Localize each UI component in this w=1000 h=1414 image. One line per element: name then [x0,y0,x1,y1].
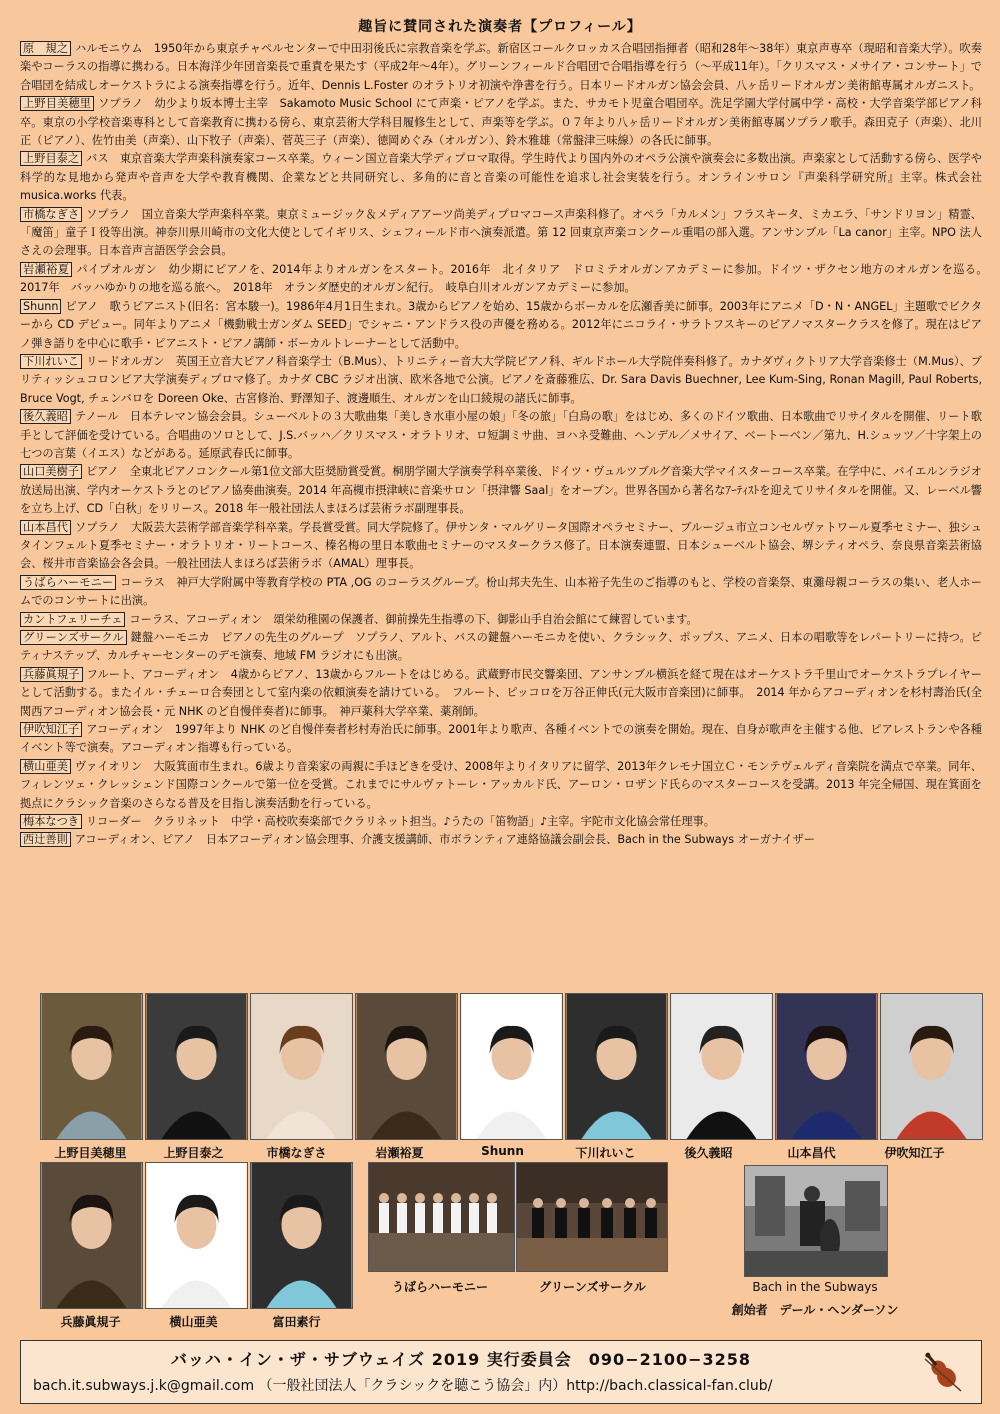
performer-caption: 山本昌代 [787,1146,836,1160]
profile-name: 山本昌代 [20,520,71,535]
performer-caption: 後久義昭 [684,1146,733,1160]
profile-text: コーラス 神戸大学附属中等教育学校の PTA ,OG のコーラスグループ。枌山邦夫先生、山本裕子先生のご指導のもと、学校の音楽祭、東灘母親コーラスの集い、老人ホームでのコンサートに出演。 [20,575,982,608]
profile-text: ソプラノ 国立音楽大学声楽科卒業。東京ミュージック＆メディアアーツ尚美ディプロマコース声楽科修了。オペラ「カルメン」フラスキータ、ミカエラ、「サンドリヨン」精霊、「魔笛」童子Ｉ役等出演。神奈川県川崎市の文化大使としてイギリス、シェフィールド市へ演奏派遣。第 12 回東京声楽コンクール重唱の部入選。アンサンブル「La canor」主宰。NPO 法人さえの会理事。日本音声言語医学会会員。 [20,207,982,258]
performer-caption: 兵藤眞規子 [60,1315,121,1329]
profile-entry [20,519,982,574]
profile-text: アコーディオン 1997年より NHK のど自慢伴奏者杉村寿治氏に師事。2001年より歌声、各種イベントでの演奏を開始。現在、自身が歌声を主催する他、ピアレストランや各種イベント等で演奏。アコーディオン指導も行っている。 [20,723,982,755]
profile-entry [20,611,982,629]
performer-photo [775,993,878,1140]
footer-committee-phone: バッハ・イン・ザ・サブウェイズ 2019 実行委員会 090−2100−3258 [170,1350,752,1369]
profile-entry [20,150,982,205]
profile-name: 市橋なぎさ [20,207,82,222]
profile-entry [20,831,982,849]
bach-subways-photo [744,1165,888,1277]
profile-entry [20,574,982,611]
performer-photo [145,1162,248,1309]
profile-name: 下川れいこ [20,354,82,369]
profile-name: 岩瀬裕夏 [20,262,72,277]
profile-list [20,40,994,850]
profile-text: リードオルガン 英国王立音大ピアノ科音楽学士（B.Mus）、トリニティー音大大学院ピアノ科、ギルドホール大学院伴奏科修了。カナダヴィクトリア大学音楽修士（M.Mus）、ブリティッシュコロンビア大学演奏ディプロマ修了。カナダ CBC ラジオ出演、欧米各地で公演。ピアノを斎藤雅広、Dr. Sara Davis Buechner, Lee Kum-Sing, Ronan Magill, Paul Roberts, Bruce Vogt, チェンバロを Doreen Oke、古宮修治、野澤知子、渡邊順生、オルガンを山口綾規の諸氏に師事。 [20,354,982,405]
profile-entry [20,261,994,298]
profile-text: アコーディオン、ピアノ 日本アコーディオン協会理事、介護支援講師、市ボランティア連絡協議会副会長、Bach in the Subways オーガナイザー [74,833,815,847]
profile-entry [20,40,982,95]
profile-name: 上野目美穂里 [20,96,94,111]
performer-photo [250,993,353,1140]
profile-entry [20,463,982,518]
profile-entry [20,353,982,408]
profile-name: 山口美樹子 [20,464,82,479]
performer-photo [355,993,458,1140]
performer-photo [565,993,668,1140]
performer-caption: Shunn [481,1144,524,1158]
profile-entry [20,95,982,150]
founder-caption: 創始者 デール・ヘンダーソン [731,1303,899,1317]
group-photo-ubara [368,1162,515,1272]
profile-text: テノール 日本テレマン協会会員。シューベルトの３大歌曲集「美しき水車小屋の娘」「冬の旅」「白鳥の歌」をはじめ、多くのドイツ歌曲、日本歌曲でリサイタルを開催、リート歌手として評価を受けている。合唱曲のソロとして、J.S.バッハ／クリスマス・オラトリオ、ロ短調ミサ曲、ヨハネ受難曲、ヘンデル／メサイア、ベートーベン／第九、H.シュッツ／十字架上の七つの言葉（イエス）などがある。延原武春氏に師事。 [20,410,982,460]
profile-entry [20,408,982,463]
performer-caption: 富田素行 [272,1315,321,1329]
profile-entry [20,666,982,721]
profile-entry [20,721,982,758]
profile-name: 原 規之 [20,41,71,56]
profile-text: コーラス、アコーディオン 頌栄幼稚園の保護者、御前操先生指導の下、御影山手自治会館にて練習しています。 [129,612,698,626]
performer-caption: 市橋なぎさ [266,1146,327,1160]
profile-text: リコーダー クラリネット 中学・高校吹奏楽部でクラリネット担当。♪うたの「笛物語」♪主宰。宇陀市文化協会常任理事。 [85,815,715,829]
profile-name: グリーンズサークル [20,630,127,645]
profile-text: ピアノ 全東北ピアノコンクール第1位文部大臣奨励賞受賞。桐朋学園大学演奏学科卒業後、ドイツ・ヴュルツブルグ音楽大学マイスターコース卒業。在学中に、バイエルンラジオ放送局出演、学内オーケストラとのピアノ協奏曲演奏。2014 年高槻市摂津峡に音楽サロン「摂津響 Saal」をオープン。世界各国から著名なｱｰﾃｨｽﾄを迎えてリサイタルを開催。又、レーベル響を立ち上げ、CD「白秋」をリリース。2018 年一般社団法人まほろば芸術ラボ副理事長。 [20,465,982,516]
profile-name: 後久義昭 [20,409,71,424]
profile-text: ヴァイオリン 大阪箕面市生まれ。6歳より音楽家の両親に手ほどきを受け、2008年よりイタリアに留学、2013年クレモナ国立Ｃ・モンテヴェルディ音楽院を満点で卒業。同年、フィレンツェ・クレッシェンド国際コンクールで第一位を受賞。これまでにサルヴァトーレ・アッカルド氏、アーロン・ロザンド氏らのマスターコースを受講。2013 年完全帰国、現在箕面を拠点にクラシック音楽のさらなる普及を目指し演奏活動を行っている。 [20,759,982,810]
profile-name: カントフェリーチェ [20,612,125,627]
profile-entry [20,298,982,353]
profile-name: 兵藤眞規子 [20,667,83,682]
profile-text: パイプオルガン 幼少期にピアノを、2014年よりオルガンをスタート。2016年 北イタリア ドロミテオルガンアカデミーに参加。ドイツ・ザクセン地方のオルガンを巡る。 2017年 バッハゆかりの地を巡る旅へ。 2018年 オランダ歴史的オルガン紀行。 岐阜白川オルガンアカデミーに参加。 [20,262,994,295]
photo-row-1 [40,993,983,1140]
profile-text: ピアノ 歌うピアニスト(旧名：宮本駿一)。1986年4月1日生まれ。3歳からピアノを始め、15歳からボーカルを広瀬香美に師事。2003年にアニメ「D・N・ANGEL」主題歌でビクターから CD デビュー。同年よりアニメ「機動戦士ガンダム SEED」でシャニ・アンドラス役の声優を務める。2012年にニコライ・サラトフスキーのピアノマスタークラスを修了。現在はピアノ弾き語りを中心に歌手・ピアニスト・ピアノ講師・ボーカルトレーナーとして活動中。 [20,299,982,350]
performer-photo [40,1162,143,1309]
profile-text: ソプラノ 大阪芸大芸術学部音楽学科卒業。学長賞受賞。同大学院修了。伊サンタ・マルゲリータ国際オペラセミナー、ブルージュ市立コンセルヴァトワール夏季セミナー、独シュタインフェルト夏季セミナー・オラトリオ・リートコース、榛名梅の里日本歌曲セミナーのマスタークラス修了。日本演奏連盟、日本シューベルト協会、堺シティオペラ、奈良県音楽芸術協会、桜井市音楽協会各会員。一般社団法人まほろば芸術ラボ（AMAL）理事長。 [20,520,982,571]
bach-caption: Bach in the Subways [752,1280,878,1294]
profile-name: 梅本なつき [20,814,82,829]
profile-text: フルート、アコーディオン 4歳からピアノ、13歳からフルートをはじめる。武蔵野市民交響楽団、アンサンブル横浜を経て現在はオーケストラ千里山でオーケストラプレイヤーとして活動する。またイル・チェーロ合奏団として室内楽の依頼演奏を請けている。 フルート、ピッコロを万谷正伸氏(元大阪市音楽団)に師事。 2014 年からアコーディオンを杉村壽治氏(全関西アコーディオン協会長・元 NHK のど自慢伴奏者)に師事。 神戸薬科大学卒業、薬剤師。 [20,667,982,718]
performer-photo [40,993,143,1140]
performer-photo [145,993,248,1140]
performer-caption: 下川れいこ [575,1146,636,1160]
group-caption-greens: グリーンズサークル [539,1280,646,1294]
profile-text: バス 東京音楽大学声楽科演奏家コース卒業。ウィーン国立音楽大学ディプロマ取得。学生時代より国内外のオペラ公演や演奏会に多数出演。声楽家として活動する傍ら、医学や科学的な見地から発声や音声を大学や教育機関、企業などと共同研究し、多角的に音と音楽の可能性を追求し社会実装を行う。オンラインサロン『声楽科学研究所』主宰。株式会社 musica.works 代表。 [20,152,982,203]
profile-entry [20,758,982,813]
profile-text: 鍵盤ハーモニカ ピアノの先生のグループ ソプラノ、アルト、バスの鍵盤ハーモニカを使い、クラシック、ポップス、アニメ、日本の唱歌等をレパートリーに持つ。ピティナステップ、カルチャーセンターのデモ演奏、地域 FM ラジオにも出演。 [20,631,982,663]
group-caption-ubara: うばらハーモニー [391,1280,488,1294]
profile-name: うばらハーモニー [20,575,116,590]
footer-email-url: bach.it.subways.j.k@gmail.com （一般社団法人「クラシックを聴こう協会」内）http://bach.classical-fan.club/ [33,1378,773,1394]
performer-caption: 上野目泰之 [163,1146,224,1160]
profile-name: 上野目泰之 [20,151,82,166]
profile-text: ハルモニウム 1950年から東京チャペルセンターで中田羽後氏に宗教音楽を学ぶ。新宿区コールクロッカス合唱団指揮者（昭和28年〜38年）東京声専卒（現昭和音楽大学）。吹奏楽やコーラスの指導に携わる。日本海洋少年団音楽長で重責を果たす（平成2年〜4年）。グリーンフィールド合唱団で合唱指導を行う（〜平成11年）。「クリスマス・メサイア・コンサート」で合唱団を結成しオーケストラによる演奏指導を行う。近年、Dennis L.Foster のオラトリオ初演や浄書を行う。日本リードオルガン協会会員、八ヶ岳リードオルガン美術館専属オルガニスト。 [20,42,982,92]
profile-name: Shunn [20,299,61,314]
performer-caption: 横山亜美 [169,1315,218,1329]
group-photo-greens [516,1162,668,1272]
footer-contact-box [20,1340,982,1404]
profile-name: 伊吹知江子 [20,722,82,737]
page-title: 趣旨に賛同された演奏者【プロフィール】 [358,19,642,35]
profile-text: ソプラノ 幼少より坂本博士主宰 Sakamoto Music School にて声楽・ピアノを学ぶ。また、サカモト児童合唱団卒。洗足学園大学付属中学・高校・大学音楽学部ピアノ科卒。東京の小学校音楽専科として音楽教育に携わる傍ら、東京芸術大学科目履修生として、声楽等を学ぶ。０７年より八ヶ岳リードオルガン美術館専属ソプラノ歌手。森田克子（声楽）、北川正（ピアノ）、佐竹由美（声楽）、山下牧子（声楽）、菅英三子（声楽）、徳岡めぐみ（オルガン）、鈴木雅雄（常盤津三味線）の各氏に師事。 [20,97,982,148]
performer-photo [460,993,563,1140]
profile-name: 横山亜美 [20,759,71,774]
profile-name: 西辻善則 [20,832,71,847]
photo-row-2 [40,1162,353,1309]
performer-caption: 伊吹知江子 [884,1146,945,1160]
violin-icon [917,1347,967,1397]
performer-photo [670,993,773,1140]
performer-caption: 岩瀬裕夏 [375,1146,424,1160]
profile-entry [20,629,982,666]
profile-entry [20,206,982,261]
performer-caption: 上野目美穂里 [54,1146,127,1160]
performer-photo [250,1162,353,1309]
profile-entry [20,813,982,831]
performer-photo [880,993,983,1140]
